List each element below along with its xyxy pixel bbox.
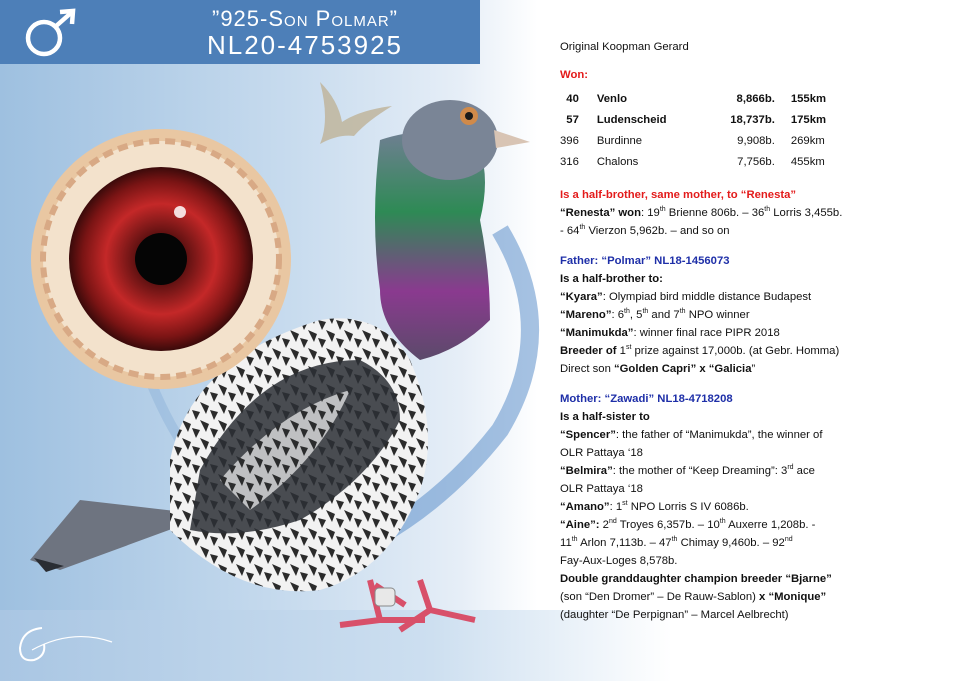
result-birds: 9,908b. [737,134,775,147]
father-kyara: “Kyara”: Olympiad bird middle distance Budapest [560,291,812,303]
father-manimukda: “Manimukda”: winner final race PIPR 2018 [560,327,780,339]
result-rank: 40 [566,92,579,105]
result-place: Ludenscheid [596,113,667,126]
pigeon-name: ”925-Son Polmar” [212,6,398,31]
renesta-line-1: “Renesta” won: 19th Brienne 806b. – 36th Lorris 3,455b. [560,206,843,219]
header-banner [0,0,480,64]
father-breeder: Breeder of 1st prize against 17,000b. (at Gebr. Homma) [560,344,840,357]
result-place: Venlo [596,92,627,105]
pedigree-text-panel [560,38,950,636]
won-heading: Won: [560,69,589,81]
mother-amano: “Amano”: 1st NPO Lorris S IV 6086b. [560,500,749,513]
mother-aine-3: Fay-Aux-Loges 8,578b. [560,555,678,567]
result-distance: 455km [790,155,825,168]
result-birds: 7,756b. [737,155,775,168]
result-row [560,130,841,151]
mother-belmira: “Belmira”: the mother of “Keep Dreaming”: 3rd ace [560,464,815,477]
mother-belmira-2: OLR Pattaya ‘18 [560,483,643,495]
result-distance: 175km [790,113,827,126]
result-distance: 155km [790,92,827,105]
result-place: Chalons [596,155,639,168]
father-mareno: “Mareno”: 6th, 5th and 7th NPO winner [560,308,750,321]
father-section [560,252,950,378]
result-row [560,151,841,172]
mother-spencer-2: OLR Pattaya ‘18 [560,447,643,459]
result-rank: 57 [566,113,579,126]
renesta-section [560,186,950,240]
mother-heading: Mother: “Zawadi” NL18-4718208 [560,393,733,405]
results-table [560,88,841,172]
father-direct-son: Direct son “Golden Capri” x “Galicia” [560,363,756,375]
result-row [560,88,841,109]
father-heading: Father: “Polmar” NL18-1456073 [560,255,730,267]
mother-aine-2: 11th Arlon 7,113b. – 47th Chimay 9,460b. – 92nd [560,536,793,549]
mother-double-granddaughter: Double granddaughter champion breeder “Bjarne” [560,573,832,585]
mother-aine: “Aine”: 2nd Troyes 6,357b. – 10th Auxerre 1,208b. - [560,518,816,531]
result-birds: 18,737b. [730,113,775,126]
renesta-heading: Is a half-brother, same mother, to “Renesta” [560,189,797,201]
mother-son-line: (son “Den Dromer” – De Rauw-Sablon) x “Monique” [560,591,827,603]
result-rank: 316 [560,155,579,168]
result-row [560,109,841,130]
renesta-line-2: - 64th Vierzon 5,962b. – and so on [560,224,730,237]
result-rank: 396 [560,134,579,147]
result-distance: 269km [790,134,825,147]
eye-closeup-image [30,128,292,390]
result-place: Burdinne [596,134,643,147]
result-birds: 8,866b. [736,92,775,105]
mother-sub: Is a half-sister to [560,411,650,423]
mother-spencer: “Spencer”: the father of “Manimukda”, the winner of [560,429,823,441]
male-symbol-icon [20,8,80,60]
flying-bird-silhouette [320,82,392,144]
mother-daughter-line: (daughter “De Perpignan” – Marcel Aelbrecht) [560,609,789,621]
ring-number: NL20-4753925 [206,30,404,60]
origin-line: Original Koopman Gerard [560,41,689,53]
koopman-logo [12,620,122,668]
mother-section [560,390,950,624]
father-sub: Is a half-brother to: [560,273,663,285]
